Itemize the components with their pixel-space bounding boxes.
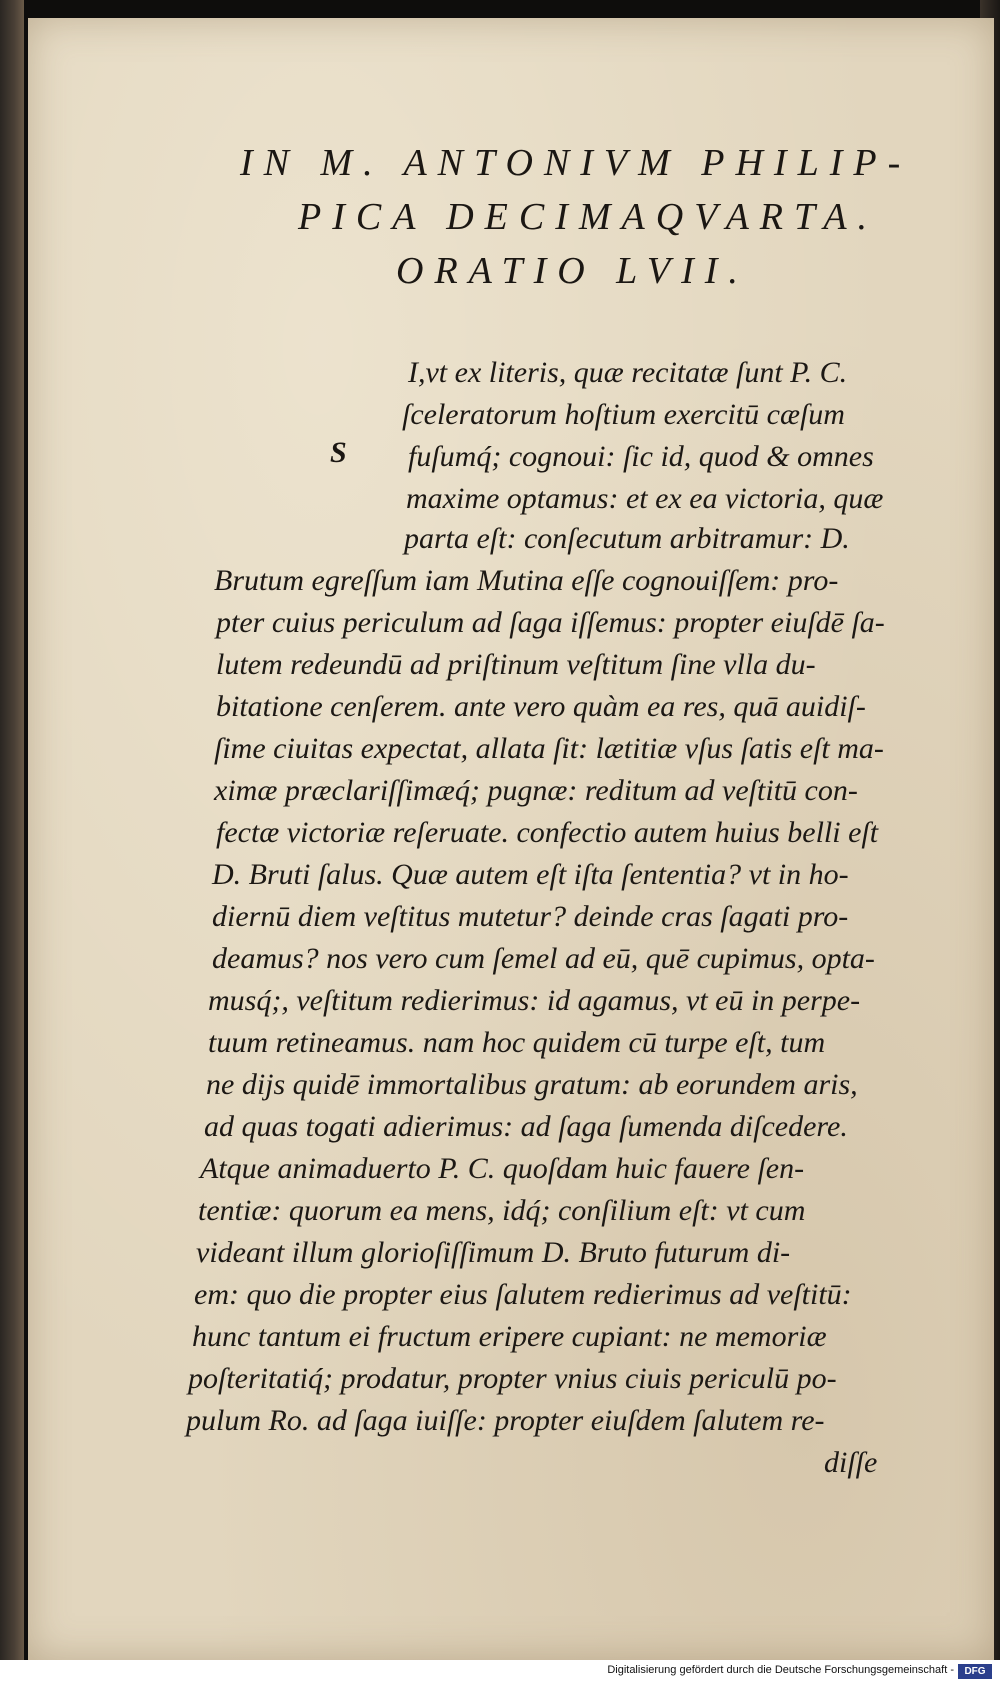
text-line: videant illum glorioſiſſimum D. Bruto futurum di- bbox=[196, 1236, 791, 1269]
text-line: tuum retineamus. nam hoc quidem cū turpe eſt, tum bbox=[208, 1026, 826, 1059]
text-line: Atque animaduerto P. C. quoſdam huic fauere ſen- bbox=[200, 1152, 805, 1185]
text-line: Brutum egreſſum iam Mutina eſſe cognouiſſem: pro- bbox=[214, 564, 839, 597]
text-line: deamus? nos vero cum ſemel ad eū, quē cupimus, opta- bbox=[212, 942, 875, 975]
text-line: I,vt ex literis, quæ recitatæ ſunt P. C. bbox=[408, 356, 848, 389]
text-line: tentiæ: quorum ea mens, idq́; conſilium eſt: vt cum bbox=[198, 1194, 806, 1227]
text-line: ximæ præclariſſimæq́; pugnæ: reditum ad veſtitū con- bbox=[214, 774, 858, 807]
text-line: ſime ciuitas expectat, allata ſit: lætitiæ vſus ſatis eſt ma- bbox=[214, 732, 884, 765]
text-line: diſſe bbox=[824, 1446, 878, 1479]
text-line: fuſumq́; cognoui: ſic id, quod & omnes bbox=[408, 440, 874, 473]
heading-line-3: ORATIO LVII. bbox=[396, 250, 749, 292]
text-line: ſceleratorum hoſtium exercitū cæſum bbox=[402, 398, 845, 431]
drop-initial: S bbox=[330, 436, 347, 469]
text-line: poſteritatiq́; prodatur, propter vnius ciuis periculū po- bbox=[188, 1362, 837, 1395]
text-line: maxime optamus: et ex ea victoria, quæ bbox=[406, 482, 884, 515]
funding-notice: Digitalisierung gefördert durch die Deutsche Forschungsgemeinschaft - bbox=[607, 1664, 954, 1676]
text-line: D. Bruti ſalus. Quæ autem eſt iſta ſententia? vt in ho- bbox=[212, 858, 849, 891]
text-line: parta eſt: conſecutum arbitramur: D. bbox=[404, 522, 850, 555]
text-line: pter cuius periculum ad ſaga iſſemus: propter eiuſdē ſa- bbox=[216, 606, 885, 639]
book-spine-edge bbox=[0, 0, 24, 1660]
text-line: fectæ victoriæ reſeruate. confectio autem huius belli eſt bbox=[216, 816, 879, 849]
text-line: diernū diem veſtitus mutetur? deinde cras ſagati pro- bbox=[212, 900, 849, 933]
text-line: ne dijs quidē immortalibus gratum: ab eorundem aris, bbox=[206, 1068, 858, 1101]
text-line: musq́;, veſtitum redierimus: id agamus, vt eū in perpe- bbox=[208, 984, 861, 1017]
text-line: bitatione cenſerem. ante vero quàm ea res, quā auidiſ- bbox=[216, 690, 866, 723]
heading-line-2: PICA DECIMAQVARTA. bbox=[298, 196, 879, 238]
text-line: hunc tantum ei fructum eripere cupiant: ne memoriæ bbox=[192, 1320, 827, 1353]
book-page bbox=[28, 18, 994, 1660]
digitization-footer bbox=[0, 1660, 1000, 1683]
text-line: ad quas togati adierimus: ad ſaga ſumenda diſcedere. bbox=[204, 1110, 848, 1143]
text-line: lutem redeundū ad priſtinum veſtitum ſine vlla du- bbox=[216, 648, 816, 681]
text-line: pulum Ro. ad ſaga iuiſſe: propter eiuſdem ſalutem re- bbox=[186, 1404, 825, 1437]
dfg-logo: DFG bbox=[958, 1664, 992, 1679]
heading-line-1: IN M. ANTONIVM PHILIP- bbox=[240, 142, 912, 184]
text-line: em: quo die propter eius ſalutem redierimus ad veſtitū: bbox=[194, 1278, 852, 1311]
